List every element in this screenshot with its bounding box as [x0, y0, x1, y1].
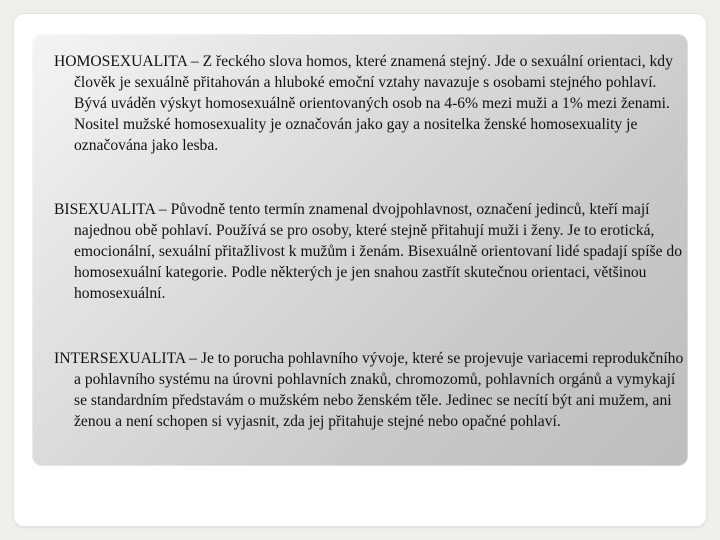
paragraph-intersexualita	[54, 348, 690, 432]
paragraph-homosexualita-text: HOMOSEXUALITA – Z řeckého slova homos, které znamená stejný. Jde o sexuální orientaci, kdy člověk je sexuálně přitahován a hluboké emoční vztahy navazuje s osobami stejného pohlaví. Bývá uváděn výskyt homosexuálně orientovaných osob na 4-6% mezi muži a 1% mezi ženami. Nositel mužské homosexuality je označován jako gay a nositelka ženské homosexuality je označována jako lesba.	[54, 53, 673, 154]
paragraph-bisexualita	[54, 199, 690, 304]
paragraph-bisexualita-text: BISEXUALITA – Původně tento termín znamenal dvojpohlavnost, označení jedinců, kteří mají najednou obě pohlaví. Používá se pro osoby, které stejně přitahují muži i ženy. Je to erotická, emocionální, sexuální přitažlivost k mužům i ženám. Bisexuálně orientovaní lidé spadají spíše do homosexuální kategorie. Podle některých je jen snahou zastřít skutečnou orientaci, většinou homosexuální.	[54, 201, 683, 302]
paragraph-intersexualita-text: INTERSEXUALITA – Je to porucha pohlavního vývoje, které se projevuje variacemi reprodukčního a pohlavního systému na úrovni pohlavních znaků, chromozomů, pohlavních orgánů a vymykají se standardním představám o mužském nebo ženském těle. Jedinec se necítí být ani mužem, ani ženou a není schopen si vyjasnit, zda jej přitahuje stejné nebo opačné pohlaví.	[54, 350, 684, 430]
paragraph-homosexualita	[54, 51, 690, 156]
